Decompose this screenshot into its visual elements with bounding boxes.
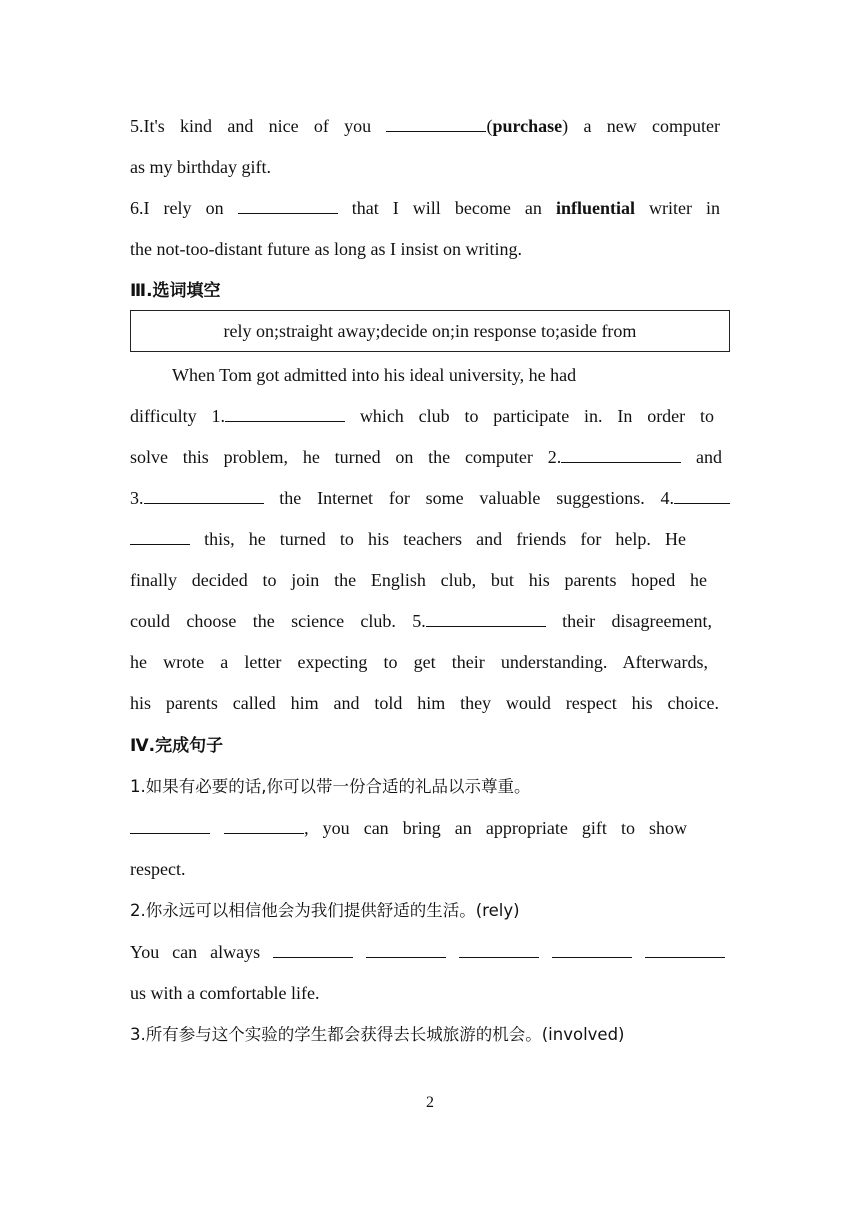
- passage-line-4: [130, 486, 730, 510]
- question-5-text: 5.It's kind and nice of you: [130, 116, 372, 136]
- section-title: 完成句子: [155, 736, 224, 756]
- english-text: , you can bring an appropriate gift to show: [304, 818, 688, 838]
- passage-line-8: [130, 650, 708, 674]
- passage-text: and: [696, 447, 723, 467]
- passage-line-9: [130, 691, 719, 715]
- answer-blank[interactable]: [238, 196, 338, 214]
- answer-blank[interactable]: [273, 940, 353, 958]
- answer-blank[interactable]: [366, 940, 446, 958]
- answer-blank-4b[interactable]: [130, 527, 190, 545]
- passage-text: 3.: [130, 488, 144, 508]
- question-5-line-1: [130, 114, 720, 138]
- question-5-keyword: purchase: [492, 116, 563, 136]
- passage-text: which club to participate in. In order to: [359, 406, 714, 426]
- question-6-line-2: [130, 237, 720, 261]
- answer-blank-3[interactable]: [144, 486, 264, 504]
- passage-text: his parents called him and told him they would respect his choice.: [130, 693, 719, 713]
- english-text: respect.: [130, 859, 186, 879]
- answer-blank-4a[interactable]: [674, 486, 730, 504]
- passage-text: this, he turned to his teachers and friends for help. He: [204, 529, 687, 549]
- section-numeral: Ⅲ.: [130, 281, 153, 301]
- sentence-2-english-line-2: [130, 981, 720, 1005]
- section-3-heading: [130, 279, 720, 303]
- passage-text: their disagreement,: [562, 611, 712, 631]
- question-6-text-mid: that I will become an: [351, 198, 542, 218]
- chinese-prompt: 1.如果有必要的话,你可以带一份合适的礼品以示尊重。: [130, 777, 531, 796]
- english-text: us with a comfortable life.: [130, 983, 320, 1003]
- section-title: 选词填空: [152, 281, 221, 301]
- passage-text: the Internet for some valuable suggestions. 4.: [279, 488, 674, 508]
- passage-text: could choose the science club. 5.: [130, 611, 426, 631]
- passage-text: solve this problem, he turned on the computer 2.: [130, 447, 562, 467]
- answer-blank-2[interactable]: [561, 445, 681, 463]
- section-4-heading: [130, 734, 720, 758]
- passage-line-6: [130, 568, 707, 592]
- question-5-text-end: a new computer: [583, 116, 721, 136]
- passage-text: difficulty 1.: [130, 406, 225, 426]
- answer-blank[interactable]: [224, 816, 304, 834]
- sentence-1-chinese: [130, 774, 720, 799]
- sentence-1-english: [130, 816, 687, 840]
- answer-blank[interactable]: [645, 940, 725, 958]
- section-numeral: Ⅳ.: [130, 736, 156, 756]
- sentence-1-english-line-2: [130, 857, 720, 881]
- passage-line-1: [172, 363, 672, 387]
- word-bank-text: rely on;straight away;decide on;in response to;aside from: [223, 321, 637, 341]
- question-6-text-end: writer in: [649, 198, 721, 218]
- sentence-2-chinese: [130, 898, 720, 923]
- passage-line-7: [130, 609, 712, 633]
- passage-text: finally decided to join the English club, but his parents hoped he: [130, 570, 707, 590]
- paren: ): [562, 116, 569, 136]
- question-5-continuation: as my birthday gift.: [130, 157, 271, 177]
- answer-blank[interactable]: [552, 940, 632, 958]
- answer-blank-1[interactable]: [225, 404, 345, 422]
- answer-blank[interactable]: [386, 114, 486, 132]
- sentence-2-english: [130, 940, 725, 964]
- word-bank-box: [130, 310, 730, 352]
- chinese-prompt: 3.所有参与这个实验的学生都会获得去长城旅游的机会。(involved): [130, 1025, 625, 1044]
- answer-blank[interactable]: [459, 940, 539, 958]
- english-text: You can always: [130, 942, 261, 962]
- passage-text: he wrote a letter expecting to get their understanding. Afterwards,: [130, 652, 708, 672]
- question-6-line-1: [130, 196, 720, 220]
- passage-text: When Tom got admitted into his ideal university, he had: [172, 365, 577, 385]
- passage-line-2: [130, 404, 714, 428]
- chinese-prompt: 2.你永远可以相信他会为我们提供舒适的生活。(rely): [130, 901, 520, 920]
- page-number: 2: [426, 1094, 434, 1111]
- sentence-3-chinese: [130, 1022, 720, 1047]
- answer-blank[interactable]: [130, 816, 210, 834]
- question-6-keyword: influential: [555, 198, 635, 218]
- question-6-text: 6.I rely on: [130, 198, 224, 218]
- question-5-line-2: [130, 155, 720, 179]
- answer-blank-5[interactable]: [426, 609, 546, 627]
- passage-line-5: [130, 527, 686, 551]
- passage-line-3: [130, 445, 722, 469]
- paren: (: [486, 116, 493, 136]
- question-6-continuation: the not-too-distant future as long as I insist on writing.: [130, 239, 522, 259]
